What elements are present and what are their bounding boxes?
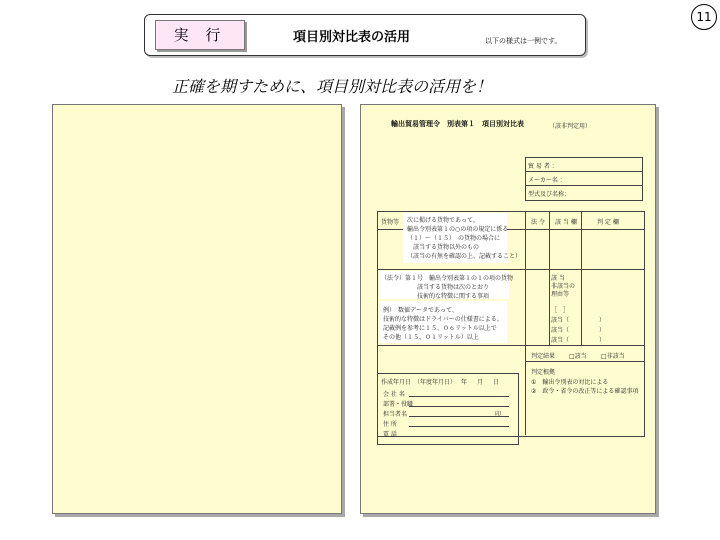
sign-date-label: 月: [477, 379, 484, 386]
item-line: 輸出令別表第１の○の項の規定に係る: [407, 226, 509, 233]
column-header: 該 当 欄: [555, 219, 577, 226]
note-line: 例） 数値データであって、: [383, 307, 458, 314]
divider: [377, 345, 644, 346]
divider: [525, 361, 644, 362]
info-label: 型式及び名称：: [528, 191, 571, 198]
detail-right-label: 該 当: [551, 275, 565, 282]
note-line: その他（１５、０１リットル）以上: [383, 334, 479, 341]
headline: 正確を期すために、項目別対比表の活用を！: [172, 77, 493, 96]
form-title: 輸出貿易管理令 別表第１ 項目別対比表: [391, 120, 524, 128]
basis-line: ① 輸出令別表の対比による: [531, 379, 609, 386]
page-number: 11: [691, 4, 717, 30]
item-line: （１）～（１５） の貨物の場合に: [407, 235, 501, 242]
item-line: （該当の有無を確認の上、記載すること）: [407, 253, 522, 260]
judgement-option[interactable]: □非該当: [601, 353, 625, 360]
column-header: 判 定 欄: [597, 219, 619, 226]
header-title: 項目別対比表の活用: [293, 30, 411, 45]
header-note: 以下の様式は一例です。: [485, 37, 562, 45]
judgement-label: 判定結果: [531, 353, 556, 360]
note-line: 技術的な特徴はドライバーの仕様書による。: [383, 316, 503, 323]
sign-date-label: 年: [461, 379, 468, 386]
info-label: メーカー名 ：: [528, 177, 566, 184]
sign-seal: 印: [495, 411, 502, 418]
note-line: 記載例を参考に１５、０６リットル以上で: [383, 325, 497, 332]
detail-line: 該当する貨物は次のとおり: [381, 284, 490, 291]
divider: [525, 171, 642, 172]
section-tab[interactable]: 実 行: [155, 20, 245, 50]
result-row: 該当（ ）: [551, 327, 606, 334]
sign-header: 作成年月日 （年度年月日）: [381, 379, 457, 386]
detail-right-label: 理由等: [551, 291, 570, 298]
sign-row: 電 話: [383, 431, 397, 438]
result-row: 該当（ ）: [551, 317, 606, 324]
divider: [525, 211, 526, 435]
divider: [409, 416, 509, 417]
detail-right-label: 非該当の: [551, 283, 576, 290]
item-line: 該当する貨物以外のもの: [407, 244, 480, 251]
sign-date-label: 日: [493, 379, 500, 386]
bracket-field: ［ ］: [551, 307, 570, 314]
detail-line: 技術的な特徴に関する事項: [381, 293, 490, 300]
divider: [549, 211, 550, 345]
item-line: 次に掲げる貨物であって、: [407, 217, 479, 224]
sign-row: 部署・役職: [383, 401, 414, 408]
sign-row: 住 所: [383, 421, 397, 428]
result-row: 該当（ ）: [551, 337, 606, 344]
info-label: 貿 易 者 ：: [528, 163, 558, 170]
judgement-option[interactable]: □該当: [569, 353, 587, 360]
sign-row: 担当者名: [383, 411, 408, 418]
item-label: 貨物等: [381, 219, 400, 226]
divider: [409, 426, 509, 427]
form-panel: [360, 104, 656, 514]
divider: [409, 396, 509, 397]
divider: [409, 436, 509, 437]
sign-row: 会 社 名: [383, 391, 405, 398]
header-box: [144, 14, 586, 56]
basis-line: ② 政令・省令の改正等による確認事項: [531, 388, 639, 395]
divider: [525, 185, 642, 186]
divider: [377, 269, 644, 270]
divider: [409, 406, 509, 407]
column-header: 法 令: [531, 219, 545, 226]
left-panel: [52, 104, 342, 514]
basis-header: 判定根拠: [531, 369, 556, 376]
form-title-note: （該非判定用）: [549, 123, 592, 130]
detail-line: （法令）第１号 輸出令別表第１の１の項の貨物: [381, 275, 514, 282]
